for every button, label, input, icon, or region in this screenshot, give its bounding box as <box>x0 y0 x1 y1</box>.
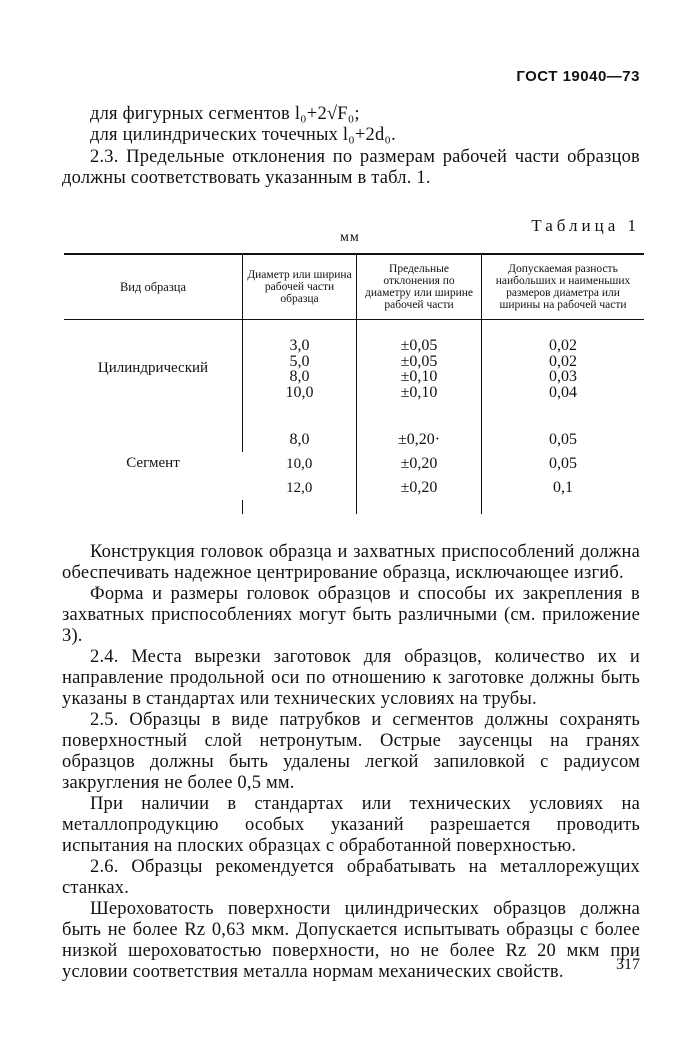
standard-header: ГОСТ 19040—73 <box>516 68 640 85</box>
deviation-cell: ±0,20· <box>357 428 482 452</box>
value: 3,0 <box>289 337 310 354</box>
specimen-type-cell: Сегмент <box>126 455 180 472</box>
formula-line-segments: для фигурных сегментов l₀+2√F₀; <box>90 104 360 124</box>
paragraph: Шероховатость поверхности цилиндрических образцов должна быть не более Rz 0,63 мкм. Допускается испытывать образцы с более низкой шероховатостью поверхности, но не более Rz 20 мкм при условии соответствия металла нормам механических свойств. <box>62 899 640 982</box>
value: ±0,10 <box>400 368 438 385</box>
tolerance-table <box>64 253 644 514</box>
deviation-cell <box>357 320 482 415</box>
table-units: мм <box>340 230 360 245</box>
paragraph: 2.5. Образцы в виде патрубков и сегментов должны сохранять поверхностный слой нетронутым. Острые заусенцы на гранях образцов должны быть удалены легкой запиловкой с радиусом закругления не более 0,5 мм. <box>62 710 640 793</box>
diameter-cell <box>243 320 357 415</box>
difference-cell: 0,05 <box>482 428 645 452</box>
paragraph: Форма и размеры головок образцов и способы их закрепления в захватных приспособлениях могут быть различными (см. приложение 3). <box>62 584 640 646</box>
header-deviation: Предельные отклонения по диаметру или ширине рабочей части <box>357 254 482 320</box>
paragraph: 2.6. Образцы рекомендуется обрабатывать на металлорежущих станках. <box>62 857 640 898</box>
table-header-row <box>64 254 644 320</box>
paragraph: Конструкция головок образца и захватных приспособлений должна обеспечивать надежное центрирование образца, исключающее изгиб. <box>62 542 640 583</box>
header-diameter: Диаметр или ширина рабочей части образца <box>243 254 357 320</box>
header-difference: Допускаемая разность наибольших и наименьших размеров диаметра или ширины на рабочей части <box>482 254 645 320</box>
diameter-cell: 8,0 <box>243 428 357 452</box>
difference-cell: 0,1 <box>482 476 645 500</box>
specimen-type-cell: Цилиндрический <box>97 360 209 377</box>
body-text <box>62 542 640 983</box>
section-2-3 <box>62 147 640 189</box>
paragraph: 2.4. Места вырезки заготовок для образцов, количество их и направление продольной оси по отношению к заготовке должны быть указаны в стандартах или технических условиях на трубы. <box>62 647 640 709</box>
value: ±0,05 <box>400 337 438 354</box>
paragraph: При наличии в стандартах или технических условиях на металлопродукцию особых указаний разрешается проводить испытания на плоских образцах с обработанной поверхностью. <box>62 794 640 856</box>
value: 5,0 <box>289 352 310 370</box>
value: ±0,05 <box>400 352 438 370</box>
formula-line-cylindrical: для цилиндрических точечных l₀+2d₀. <box>90 125 396 145</box>
difference-cell <box>482 320 645 415</box>
deviation-cell: ±0,20 <box>357 476 482 500</box>
value: 10,0 <box>285 383 314 401</box>
value: ±0,10 <box>400 383 438 401</box>
table-row <box>64 428 644 452</box>
table-caption: Таблица 1 <box>531 216 640 235</box>
group-cylindrical <box>64 320 644 415</box>
intro-paragraph: 2.3. Предельные отклонения по размерам рабочей части образцов должны соответствовать указанным в табл. 1. <box>62 147 640 188</box>
value: 0,03 <box>549 368 577 385</box>
header-specimen-type: Вид образца <box>119 280 187 294</box>
diameter-cell: 12,0 <box>286 480 313 496</box>
value: 8,0 <box>289 368 310 385</box>
group-segment <box>64 414 644 514</box>
value: 0,02 <box>549 337 577 354</box>
value: 0,04 <box>549 383 577 401</box>
deviation-cell: ±0,20 <box>357 452 482 476</box>
group-spacer <box>64 414 644 428</box>
difference-cell: 0,05 <box>482 452 645 476</box>
formula-block <box>62 104 640 146</box>
group-spacer <box>64 500 644 514</box>
value: 0,02 <box>549 352 577 370</box>
table-row <box>64 320 644 415</box>
diameter-cell: 10,0 <box>286 456 313 472</box>
page-number: 317 <box>616 956 640 973</box>
